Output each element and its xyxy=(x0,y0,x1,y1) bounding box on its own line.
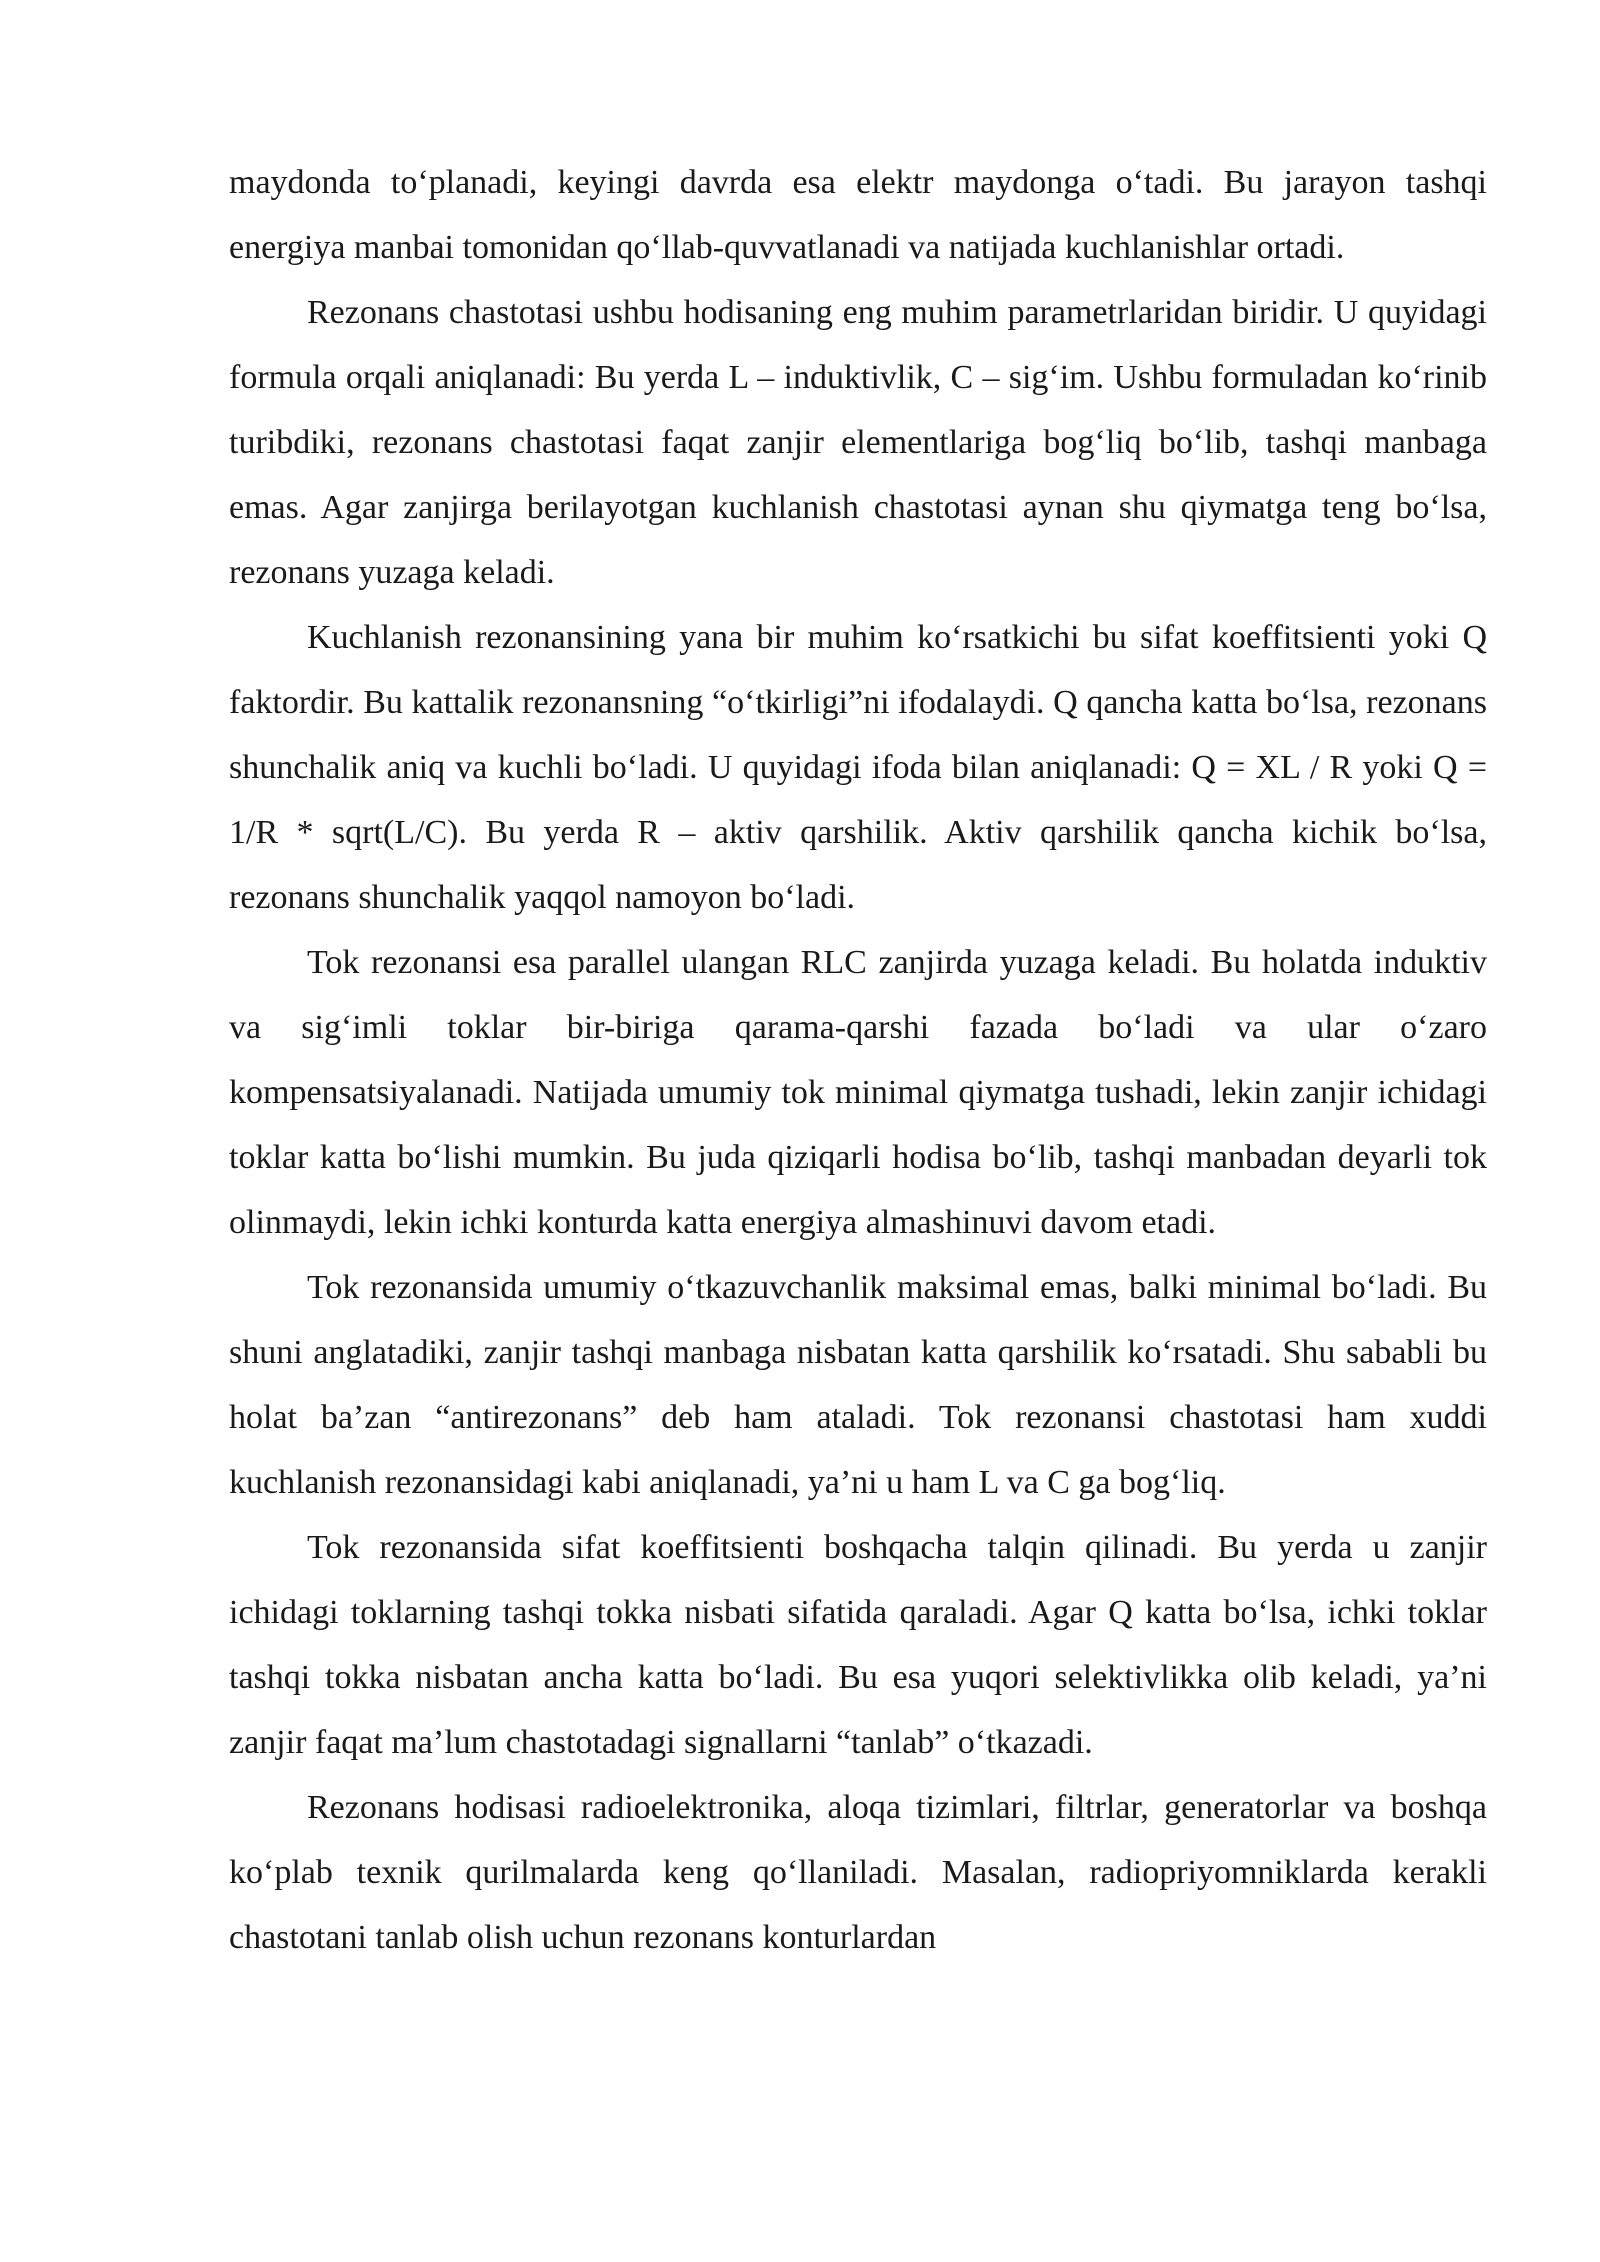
paragraph-2: Rezonans chastotasi ushbu hodisaning eng muhim parametrlaridan biridir. U quyidagi formula orqali aniqlanadi: Bu yerda L – induktivlik, C – sig‘im. Ushbu formuladan ko‘rinib turibdiki, rezonans chastotasi faqat zanjir elementlariga bog‘liq bo‘lib, tashqi manbaga emas. Agar zanjirga berilayotgan kuchlanish chastotasi aynan shu qiymatga teng bo‘lsa, rezonans yuzaga keladi. xyxy=(229,294,1487,591)
paragraph-3: Kuchlanish rezonansining yana bir muhim ko‘rsatkichi bu sifat koeffitsienti yoki Q faktordir. Bu kattalik rezonansning “o‘tkirligi”ni ifodalaydi. Q qancha katta bo‘lsa, rezonans shunchalik aniq va kuchli bo‘ladi. U quyidagi ifoda bilan aniqlanadi: Q = XL / R yoki Q = 1/R * sqrt(L/C). Bu yerda R – aktiv qarshilik. Aktiv qarshilik qancha kichik bo‘lsa, rezonans shunchalik yaqqol namoyon bo‘ladi. xyxy=(229,619,1487,916)
paragraph-1: maydonda to‘planadi, keyingi davrda esa elektr maydonga o‘tadi. Bu jarayon tashqi energiya manbai tomonidan qo‘llab-quvvatlanadi va natijada kuchlanishlar ortadi. xyxy=(229,164,1487,266)
document-page xyxy=(229,150,1487,1970)
paragraph-6: Tok rezonansida sifat koeffitsienti boshqacha talqin qilinadi. Bu yerda u zanjir ichidagi toklarning tashqi tokka nisbati sifatida qaraladi. Agar Q katta bo‘lsa, ichki toklar tashqi tokka nisbatan ancha katta bo‘ladi. Bu esa yuqori selektivlikka olib keladi, ya’ni zanjir faqat ma’lum chastotadagi signallarni “tanlab” o‘tkazadi. xyxy=(229,1529,1487,1761)
paragraph-4: Tok rezonansi esa parallel ulangan RLC zanjirda yuzaga keladi. Bu holatda induktiv va sig‘imli toklar bir-biriga qarama-qarshi fazada bo‘ladi va ular o‘zaro kompensatsiyalanadi. Natijada umumiy tok minimal qiymatga tushadi, lekin zanjir ichidagi toklar katta bo‘lishi mumkin. Bu juda qiziqarli hodisa bo‘lib, tashqi manbadan deyarli tok olinmaydi, lekin ichki konturda katta energiya almashinuvi davom etadi. xyxy=(229,944,1487,1241)
paragraph-7: Rezonans hodisasi radioelektronika, aloqa tizimlari, filtrlar, generatorlar va boshqa ko‘plab texnik qurilmalarda keng qo‘llaniladi. Masalan, radiopriyomniklarda kerakli chastotani tanlab olish uchun rezonans konturlardan xyxy=(229,1789,1487,1956)
paragraph-5: Tok rezonansida umumiy o‘tkazuvchanlik maksimal emas, balki minimal bo‘ladi. Bu shuni anglatadiki, zanjir tashqi manbaga nisbatan katta qarshilik ko‘rsatadi. Shu sababli bu holat ba’zan “antirezonans” deb ham ataladi. Tok rezonansi chastotasi ham xuddi kuchlanish rezonansidagi kabi aniqlanadi, ya’ni u ham L va C ga bog‘liq. xyxy=(229,1269,1487,1501)
